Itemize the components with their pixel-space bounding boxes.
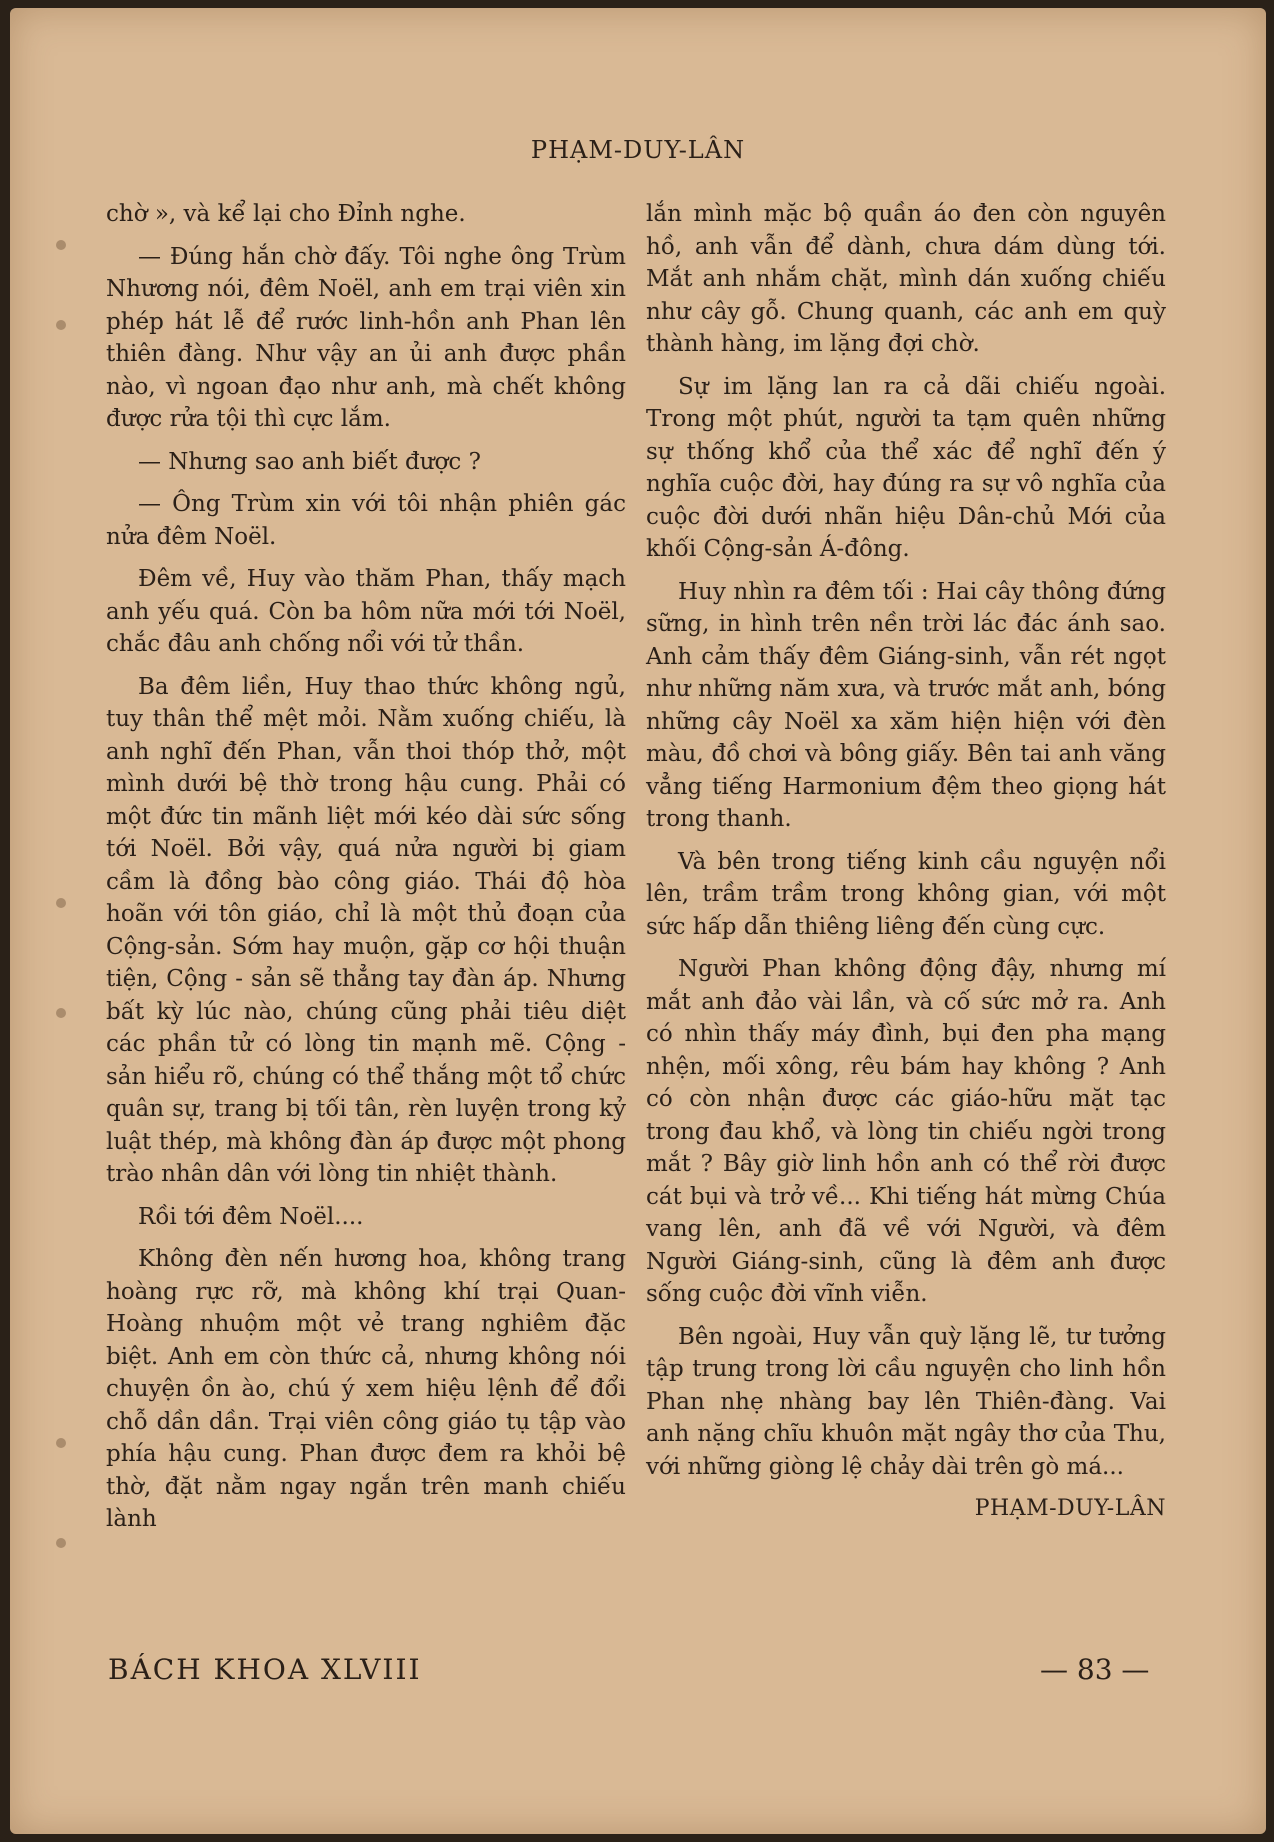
paragraph: Không đèn nến hương hoa, không trang hoàng rực rỡ, mà không khí trại Quan-Hoàng nhuộm một vẻ trang nghiêm đặc biệt. Anh em còn thức cả, nhưng không nói chuyện ồn ào, chú ý xem hiệu lệnh để đổi chỗ dần dần. Trại viên công giáo tụ tập vào phía hậu cung. Phan được đem ra khỏi bệ thờ, đặt nằm ngay ngắn trên manh chiếu lành bbox=[106, 1246, 626, 1532]
right-column bbox=[646, 198, 1166, 1526]
paragraph: Sự im lặng lan ra cả dãi chiếu ngoài. Trong một phút, người ta tạm quên những sự thống khổ của thể xác để nghĩ đến ý nghĩa cuộc đời, hay đúng ra sự vô nghĩa của cuộc đời dưới nhãn hiệu Dân-chủ Mới của khối Cộng-sản Á-đông. bbox=[646, 373, 1166, 562]
paragraph: — Nhưng sao anh biết được ? bbox=[138, 448, 481, 475]
paragraph: — Ông Trùm xin với tôi nhận phiên gác nửa đêm Noël. bbox=[106, 491, 626, 550]
punch-mark bbox=[56, 240, 66, 250]
paragraph: lắn mình mặc bộ quần áo đen còn nguyên hồ, anh vẫn để dành, chưa dám dùng tới. Mắt anh nhắm chặt, mình dán xuống chiếu như cây gỗ. Chung quanh, các anh em quỳ thành hàng, im lặng đợi chờ. bbox=[646, 201, 1166, 357]
paragraph: Huy nhìn ra đêm tối : Hai cây thông đứng sững, in hình trên nền trời lác đác ánh sao. Anh cảm thấy đêm Giáng-sinh, vẫn rét ngọt như những năm xưa, và trước mắt anh, bóng những cây Noël xa xăm hiện hiện với đèn màu, đồ chơi và bông giấy. Bên tai anh văng vẳng tiếng Harmonium đệm theo giọng hát trong thanh. bbox=[646, 578, 1166, 832]
punch-mark bbox=[56, 898, 66, 908]
paragraph: Ba đêm liền, Huy thao thức không ngủ, tuy thân thể mệt mỏi. Nằm xuống chiếu, là anh nghĩ đến Phan, vẫn thoi thóp thở, một mình dưới bệ thờ trong hậu cung. Phải có một đức tin mãnh liệt mới kéo dài sức sống tới Noël. Bởi vậy, quá nửa người bị giam cầm là đồng bào công giáo. Thái độ hòa hoãn với tôn giáo, chỉ là một thủ đoạn của Cộng-sản. Sớm hay muộn, gặp cơ hội thuận tiện, Cộng - sản sẽ thẳng tay đàn áp. Nhưng bất kỳ lúc nào, chúng cũng phải tiêu diệt các phần tử có lòng tin mạnh mẽ. Cộng - sản hiểu rõ, chúng có thể thắng một tổ chức quân sự, trang bị tối tân, rèn luyện trong kỷ luật thép, mà không đàn áp được một phong trào nhân dân với lòng tin nhiệt thành. bbox=[106, 673, 626, 1187]
punch-mark bbox=[56, 320, 66, 330]
punch-mark bbox=[56, 1538, 66, 1548]
publication-name: BÁCH KHOA XLVIII bbox=[108, 1653, 422, 1686]
page bbox=[10, 8, 1266, 1834]
paragraph: Rồi tới đêm Noël.... bbox=[138, 1203, 364, 1230]
paragraph: — Đúng hắn chờ đấy. Tôi nghe ông Trùm Nhương nói, đêm Noël, anh em trại viên xin phép hát lễ để rước linh-hồn anh Phan lên thiên đàng. Như vậy an ủi anh được phần nào, vì ngoan đạo như anh, mà chết không được rửa tội thì cực lắm. bbox=[106, 243, 626, 432]
author-signature: PHẠM-DUY-LÂN bbox=[974, 1496, 1166, 1521]
paragraph: Đêm về, Huy vào thăm Phan, thấy mạch anh yếu quá. Còn ba hôm nữa mới tới Noël, chắc đâu anh chống nổi với tử thần. bbox=[106, 566, 626, 657]
paragraph: Và bên trong tiếng kinh cầu nguyện nổi lên, trầm trầm trong không gian, với một sức hấp dẫn thiêng liêng đến cùng cực. bbox=[646, 848, 1166, 940]
left-column bbox=[106, 198, 626, 1546]
paragraph: Người Phan không động đậy, nhưng mí mắt anh đảo vài lần, và cố sức mở ra. Anh có nhìn thấy máy đình, bụi đen pha mạng nhện, mối xông, rêu bám hay không ? Anh có còn nhận được các giáo-hữu mặt tạc trong đau khổ, và lòng tin chiếu ngời trong mắt ? Bây giờ linh hồn anh có thể rời được cát bụi và trở về... Khi tiếng hát mừng Chúa vang lên, anh đã về với Người, và đêm Người Giáng-sinh, cũng là đêm anh được sống cuộc đời vĩnh viễn. bbox=[646, 956, 1166, 1307]
paragraph: chờ », và kể lại cho Đỉnh nghe. bbox=[106, 201, 466, 227]
punch-mark bbox=[56, 1438, 66, 1448]
punch-mark bbox=[56, 1008, 66, 1018]
page-number: — 83 — bbox=[1040, 1653, 1150, 1686]
paragraph: Bên ngoài, Huy vẫn quỳ lặng lẽ, tư tưởng tập trung trong lời cầu nguyện cho linh hồn Phan nhẹ nhàng bay lên Thiên-đàng. Vai anh nặng chĩu khuôn mặt ngây thơ của Thu, với những giòng lệ chảy dài trên gò má... bbox=[646, 1323, 1166, 1480]
running-title: PHẠM-DUY-LÂN bbox=[530, 136, 746, 164]
